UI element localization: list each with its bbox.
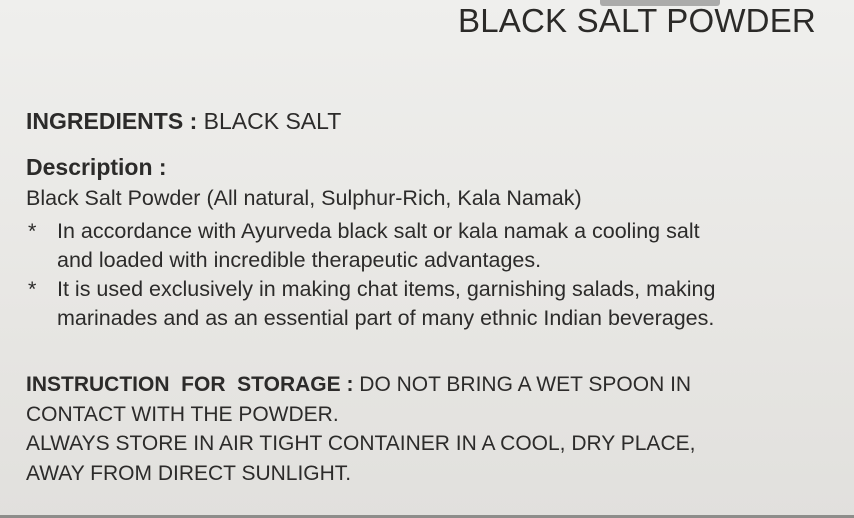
bullet-line-1: It is used exclusively in making chat items, garnishing salads, making	[57, 277, 716, 301]
bullet-line-2: and loaded with incredible therapeutic advantages.	[57, 248, 542, 272]
description-bullet	[26, 275, 816, 333]
bullet-line-1: In accordance with Ayurveda black salt or kala namak a cooling salt	[57, 219, 700, 243]
storage-line-4: AWAY FROM DIRECT SUNLIGHT.	[26, 461, 352, 485]
description-heading: Description :	[26, 154, 167, 180]
ingredients-line	[26, 108, 341, 135]
storage-instructions	[26, 370, 826, 488]
storage-line-2: CONTACT WITH THE POWDER.	[26, 402, 339, 426]
product-title: BLACK SALT POWDER	[458, 2, 816, 39]
description-summary: Black Salt Powder (All natural, Sulphur-Rich, Kala Namak)	[26, 186, 582, 210]
description-bullet	[26, 217, 816, 275]
storage-label: INSTRUCTION FOR STORAGE :	[26, 373, 354, 396]
asterisk-bullet-icon: *	[28, 277, 37, 301]
bullet-line-2: marinades and as an essential part of many ethnic Indian beverages.	[57, 306, 715, 330]
asterisk-bullet-icon: *	[28, 219, 37, 243]
storage-line-1	[26, 370, 826, 400]
description-bullets	[26, 217, 816, 333]
storage-line-1-text: DO NOT BRING A WET SPOON IN	[359, 373, 692, 396]
storage-line-3: ALWAYS STORE IN AIR TIGHT CONTAINER IN A COOL, DRY PLACE,	[26, 432, 696, 455]
ingredients-label: INGREDIENTS :	[26, 108, 198, 134]
ingredients-value: BLACK SALT	[203, 108, 342, 134]
